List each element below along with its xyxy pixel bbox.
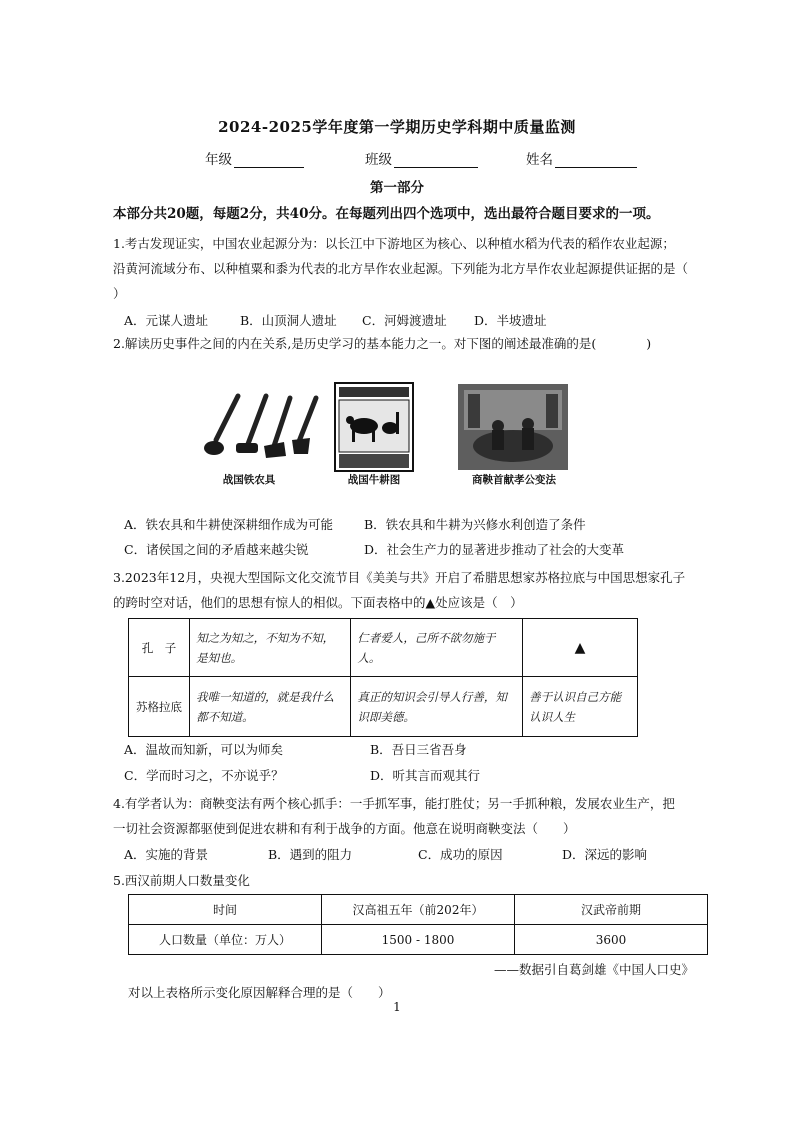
q2-option-d[interactable]: D．社会生产力的显著进步推动了社会的大变革 <box>364 542 625 557</box>
q3-line2: 的跨时空对话，他们的思想有惊人的相似。下面表格中的▲处应该是（ ） <box>113 595 523 610</box>
iron-tools-image <box>198 388 326 466</box>
q4-option-a[interactable]: A．实施的背景 <box>124 847 209 862</box>
table-cell: 真正的知识会引导人行善，知识即美德。 <box>351 677 523 737</box>
table-header-cell: 汉高祖五年（前202年） <box>322 895 515 925</box>
q2-option-c[interactable]: C．诸侯国之间的矛盾越来越尖锐 <box>124 542 309 557</box>
q4-option-b[interactable]: B．遇到的阻力 <box>268 847 353 862</box>
table-cell: 知之为知之，不知为不知，是知也。 <box>190 619 351 677</box>
q3-option-d[interactable]: D．听其言而观其行 <box>370 768 481 783</box>
table-header-cell: 时间 <box>129 895 322 925</box>
q4-line2: 一切社会资源都驱使到促进农耕和有利于战争的方面。他意在说明商鞅变法（ ） <box>113 821 576 836</box>
caption-ox-plow: 战国牛耕图 <box>347 474 401 486</box>
table-row <box>129 925 708 955</box>
table-cell: 3600 <box>515 925 708 955</box>
caption-iron-tools: 战国铁农具 <box>222 474 276 486</box>
page-title: 2024-2025学年度第一学期历史学科期中质量监测 <box>218 118 576 136</box>
grade-label: 年级 <box>205 152 232 168</box>
q3-option-a[interactable]: A．温故而知新，可以为师矣 <box>124 742 284 757</box>
q1-option-d[interactable]: D．半坡遗址 <box>474 313 547 328</box>
q2-stem: 2.解读历史事件之间的内在关系,是历史学习的基本能力之一。对下图的阐述最准确的是( ) <box>113 336 652 351</box>
table-cell: 人口数量（单位：万人） <box>129 925 322 955</box>
q2-option-a[interactable]: A．铁农具和牛耕使深耕细作成为可能 <box>124 517 334 532</box>
q1-line1: 1.考古发现证实，中国农业起源分为：以长江中下游地区为核心、以种植水稻为代表的稻作农业起源； <box>113 236 675 251</box>
table-cell: 1500 - 1800 <box>322 925 515 955</box>
class-field <box>365 148 478 168</box>
name-blank[interactable] <box>555 153 637 168</box>
part-instructions: 本部分共20题，每题2分，共40分。在每题列出四个选项中，选出最符合题目要求的一项。 <box>113 206 660 222</box>
table-cell: 苏格拉底 <box>129 677 190 737</box>
table-row <box>129 677 638 737</box>
q1-line2: 沿黄河流域分布、以种植粟和黍为代表的北方旱作农业起源。下列能为北方旱作农业起源提供证据的是（ <box>113 261 689 276</box>
q2-option-b[interactable]: B．铁农具和牛耕为兴修水利创造了条件 <box>364 517 586 532</box>
q5-stem: 对以上表格所示变化原因解释合理的是（ ） <box>128 985 391 1000</box>
caption-shang-yang: 商鞅首献孝公变法 <box>472 474 556 486</box>
page-number: 1 <box>393 1000 401 1014</box>
part-title: 第一部分 <box>370 180 424 196</box>
answer-placeholder-cell: ▲ <box>523 619 638 677</box>
q4-option-c[interactable]: C．成功的原因 <box>418 847 503 862</box>
table-row <box>129 895 708 925</box>
name-label: 姓名 <box>526 152 553 168</box>
table-row <box>129 619 638 677</box>
q4-line1: 4.有学者认为：商鞅变法有两个核心抓手：一手抓军事，能打胜仗；另一手抓种粮，发展农业生产，把 <box>113 796 675 811</box>
q5-table <box>128 894 708 955</box>
q3-option-b[interactable]: B．吾日三省吾身 <box>370 742 467 757</box>
table-cell: 仁者爱人，己所不欲勿施于人。 <box>351 619 523 677</box>
q3-option-c[interactable]: C．学而时习之，不亦说乎？ <box>124 768 284 783</box>
q3-table <box>128 618 638 737</box>
q1-option-c[interactable]: C．河姆渡遗址 <box>362 313 447 328</box>
grade-field <box>205 148 304 168</box>
class-label: 班级 <box>365 152 392 168</box>
q4-option-d[interactable]: D．深远的影响 <box>562 847 648 862</box>
q5-source: ——数据引自葛剑雄《中国人口史》 <box>494 962 695 977</box>
table-header-cell: 汉武帝前期 <box>515 895 708 925</box>
q3-line1: 3.2023年12月，央视大型国际文化交流节目《美美与共》开启了希腊思想家苏格拉底与中国思想家孔子 <box>113 570 686 585</box>
class-blank[interactable] <box>394 153 478 168</box>
table-cell: 孔 子 <box>129 619 190 677</box>
table-cell: 善于认识自己方能认识人生 <box>523 677 638 737</box>
shang-yang-image <box>458 384 568 470</box>
q1-option-b[interactable]: B．山顶洞人遗址 <box>240 313 337 328</box>
name-field <box>526 148 637 168</box>
table-cell: 我唯一知道的，就是我什么都不知道。 <box>190 677 351 737</box>
q5-title: 5.西汉前期人口数量变化 <box>113 873 250 888</box>
ox-plow-image <box>334 382 414 472</box>
q1-option-a[interactable]: A．元谋人遗址 <box>124 313 209 328</box>
q1-line3: ） <box>113 286 126 301</box>
grade-blank[interactable] <box>234 153 304 168</box>
